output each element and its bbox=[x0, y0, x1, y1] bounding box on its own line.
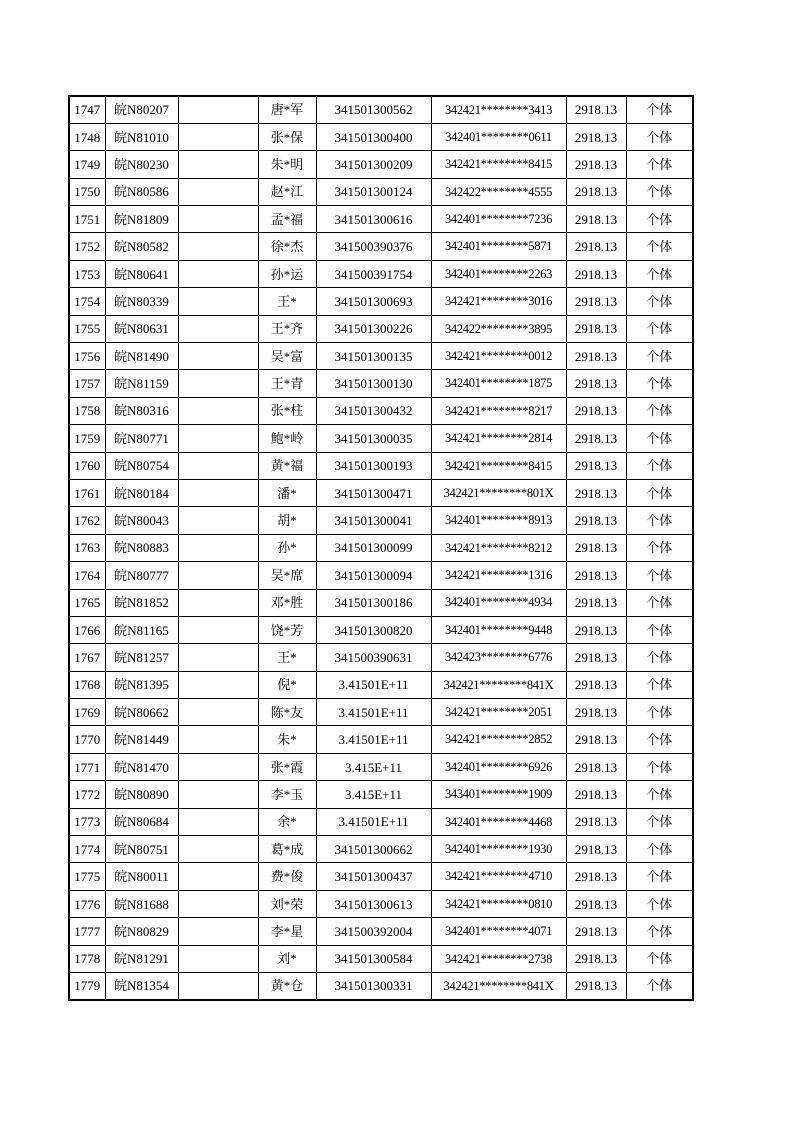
cell-type: 个体 bbox=[626, 836, 693, 863]
cell-name: 王*青 bbox=[258, 370, 316, 397]
cell-plate-no: 皖N81809 bbox=[105, 206, 178, 233]
cell-row-no: 1765 bbox=[69, 589, 105, 616]
cell-amount: 2918.13 bbox=[566, 753, 626, 780]
cell-row-no: 1752 bbox=[69, 233, 105, 260]
cell-amount: 2918.13 bbox=[566, 863, 626, 890]
cell-plate-no: 皖N80641 bbox=[105, 260, 178, 287]
cell-name: 陈*友 bbox=[258, 699, 316, 726]
cell-cert-no: 341501300209 bbox=[316, 151, 431, 178]
cell-amount: 2918.13 bbox=[566, 973, 626, 1000]
cell-cert-no: 341501300613 bbox=[316, 890, 431, 917]
cell-cert-no: 341501300331 bbox=[316, 973, 431, 1000]
table-row bbox=[69, 233, 693, 260]
cell-type: 个体 bbox=[626, 123, 693, 150]
cell-id-no: 342422********4555 bbox=[431, 178, 566, 205]
cell-plate-no: 皖N81291 bbox=[105, 945, 178, 972]
cell-amount: 2918.13 bbox=[566, 151, 626, 178]
cell-row-no: 1766 bbox=[69, 616, 105, 643]
cell-plate-no: 皖N81395 bbox=[105, 671, 178, 698]
table-row bbox=[69, 781, 693, 808]
cell-plate-no: 皖N80586 bbox=[105, 178, 178, 205]
cell-plate-no: 皖N80184 bbox=[105, 479, 178, 506]
cell-row-no: 1761 bbox=[69, 479, 105, 506]
cell-amount: 2918.13 bbox=[566, 918, 626, 945]
cell-row-no: 1776 bbox=[69, 890, 105, 917]
table-row bbox=[69, 96, 693, 123]
cell-blank bbox=[178, 151, 258, 178]
cell-row-no: 1751 bbox=[69, 206, 105, 233]
cell-plate-no: 皖N80339 bbox=[105, 288, 178, 315]
cell-id-no: 342421********841X bbox=[431, 671, 566, 698]
cell-plate-no: 皖N80662 bbox=[105, 699, 178, 726]
cell-cert-no: 341500392004 bbox=[316, 918, 431, 945]
cell-cert-no: 341501300193 bbox=[316, 452, 431, 479]
cell-row-no: 1759 bbox=[69, 425, 105, 452]
cell-type: 个体 bbox=[626, 918, 693, 945]
table-row bbox=[69, 260, 693, 287]
cell-amount: 2918.13 bbox=[566, 671, 626, 698]
cell-amount: 2918.13 bbox=[566, 370, 626, 397]
cell-amount: 2918.13 bbox=[566, 397, 626, 424]
cell-cert-no: 341501300124 bbox=[316, 178, 431, 205]
cell-amount: 2918.13 bbox=[566, 479, 626, 506]
cell-id-no: 342401********9448 bbox=[431, 616, 566, 643]
cell-id-no: 342421********8212 bbox=[431, 534, 566, 561]
cell-row-no: 1756 bbox=[69, 343, 105, 370]
cell-amount: 2918.13 bbox=[566, 836, 626, 863]
cell-id-no: 342401********4071 bbox=[431, 918, 566, 945]
table-row bbox=[69, 315, 693, 342]
cell-amount: 2918.13 bbox=[566, 425, 626, 452]
cell-blank bbox=[178, 233, 258, 260]
cell-row-no: 1754 bbox=[69, 288, 105, 315]
cell-id-no: 342401********0611 bbox=[431, 123, 566, 150]
table-row bbox=[69, 288, 693, 315]
cell-id-no: 342421********0810 bbox=[431, 890, 566, 917]
cell-row-no: 1768 bbox=[69, 671, 105, 698]
cell-row-no: 1779 bbox=[69, 973, 105, 1000]
cell-type: 个体 bbox=[626, 452, 693, 479]
cell-cert-no: 341501300186 bbox=[316, 589, 431, 616]
cell-type: 个体 bbox=[626, 781, 693, 808]
cell-amount: 2918.13 bbox=[566, 589, 626, 616]
cell-blank bbox=[178, 206, 258, 233]
cell-id-no: 342401********1875 bbox=[431, 370, 566, 397]
cell-cert-no: 341500391754 bbox=[316, 260, 431, 287]
cell-blank bbox=[178, 123, 258, 150]
cell-type: 个体 bbox=[626, 562, 693, 589]
cell-row-no: 1767 bbox=[69, 644, 105, 671]
cell-name: 黄*福 bbox=[258, 452, 316, 479]
cell-name: 朱* bbox=[258, 726, 316, 753]
cell-row-no: 1758 bbox=[69, 397, 105, 424]
cell-plate-no: 皖N80043 bbox=[105, 507, 178, 534]
cell-type: 个体 bbox=[626, 671, 693, 698]
cell-type: 个体 bbox=[626, 890, 693, 917]
cell-id-no: 342421********2814 bbox=[431, 425, 566, 452]
cell-cert-no: 341501300130 bbox=[316, 370, 431, 397]
cell-type: 个体 bbox=[626, 808, 693, 835]
cell-blank bbox=[178, 343, 258, 370]
table-row bbox=[69, 206, 693, 233]
cell-row-no: 1772 bbox=[69, 781, 105, 808]
cell-name: 王* bbox=[258, 644, 316, 671]
cell-type: 个体 bbox=[626, 260, 693, 287]
cell-amount: 2918.13 bbox=[566, 808, 626, 835]
table-row bbox=[69, 370, 693, 397]
cell-plate-no: 皖N80754 bbox=[105, 452, 178, 479]
cell-blank bbox=[178, 562, 258, 589]
cell-plate-no: 皖N80771 bbox=[105, 425, 178, 452]
cell-plate-no: 皖N81165 bbox=[105, 616, 178, 643]
table-row bbox=[69, 836, 693, 863]
cell-row-no: 1748 bbox=[69, 123, 105, 150]
cell-amount: 2918.13 bbox=[566, 288, 626, 315]
cell-cert-no: 3.41501E+11 bbox=[316, 671, 431, 698]
cell-blank bbox=[178, 315, 258, 342]
table-row bbox=[69, 616, 693, 643]
cell-type: 个体 bbox=[626, 206, 693, 233]
cell-id-no: 342401********2263 bbox=[431, 260, 566, 287]
cell-type: 个体 bbox=[626, 233, 693, 260]
cell-cert-no: 341501300471 bbox=[316, 479, 431, 506]
cell-type: 个体 bbox=[626, 863, 693, 890]
cell-cert-no: 3.41501E+11 bbox=[316, 726, 431, 753]
cell-plate-no: 皖N81490 bbox=[105, 343, 178, 370]
cell-row-no: 1763 bbox=[69, 534, 105, 561]
cell-row-no: 1747 bbox=[69, 96, 105, 123]
cell-blank bbox=[178, 781, 258, 808]
cell-id-no: 342422********3895 bbox=[431, 315, 566, 342]
cell-amount: 2918.13 bbox=[566, 315, 626, 342]
table-row bbox=[69, 753, 693, 780]
cell-name: 朱*明 bbox=[258, 151, 316, 178]
cell-amount: 2918.13 bbox=[566, 616, 626, 643]
cell-amount: 2918.13 bbox=[566, 781, 626, 808]
cell-name: 饶*芳 bbox=[258, 616, 316, 643]
cell-blank bbox=[178, 863, 258, 890]
cell-id-no: 342421********4710 bbox=[431, 863, 566, 890]
table-row bbox=[69, 945, 693, 972]
table-row bbox=[69, 973, 693, 1000]
cell-cert-no: 341501300035 bbox=[316, 425, 431, 452]
cell-name: 孙*运 bbox=[258, 260, 316, 287]
cell-type: 个体 bbox=[626, 589, 693, 616]
table-row bbox=[69, 808, 693, 835]
cell-blank bbox=[178, 260, 258, 287]
cell-type: 个体 bbox=[626, 96, 693, 123]
cell-blank bbox=[178, 397, 258, 424]
cell-cert-no: 341501300437 bbox=[316, 863, 431, 890]
cell-name: 张*保 bbox=[258, 123, 316, 150]
cell-type: 个体 bbox=[626, 534, 693, 561]
cell-amount: 2918.13 bbox=[566, 699, 626, 726]
cell-row-no: 1775 bbox=[69, 863, 105, 890]
cell-name: 邓*胜 bbox=[258, 589, 316, 616]
cell-name: 赵*江 bbox=[258, 178, 316, 205]
cell-row-no: 1770 bbox=[69, 726, 105, 753]
cell-amount: 2918.13 bbox=[566, 644, 626, 671]
cell-cert-no: 341501300135 bbox=[316, 343, 431, 370]
cell-type: 个体 bbox=[626, 945, 693, 972]
cell-blank bbox=[178, 425, 258, 452]
cell-name: 黄*仓 bbox=[258, 973, 316, 1000]
cell-plate-no: 皖N80582 bbox=[105, 233, 178, 260]
cell-amount: 2918.13 bbox=[566, 726, 626, 753]
cell-type: 个体 bbox=[626, 151, 693, 178]
table-row bbox=[69, 343, 693, 370]
cell-id-no: 342421********2738 bbox=[431, 945, 566, 972]
cell-cert-no: 341501300693 bbox=[316, 288, 431, 315]
cell-blank bbox=[178, 973, 258, 1000]
cell-blank bbox=[178, 644, 258, 671]
cell-row-no: 1753 bbox=[69, 260, 105, 287]
cell-blank bbox=[178, 96, 258, 123]
table-row bbox=[69, 918, 693, 945]
cell-cert-no: 341501300041 bbox=[316, 507, 431, 534]
cell-blank bbox=[178, 178, 258, 205]
records-table bbox=[68, 95, 694, 1001]
cell-blank bbox=[178, 918, 258, 945]
cell-blank bbox=[178, 836, 258, 863]
cell-id-no: 342421********8415 bbox=[431, 151, 566, 178]
cell-plate-no: 皖N80684 bbox=[105, 808, 178, 835]
cell-cert-no: 341501300584 bbox=[316, 945, 431, 972]
cell-type: 个体 bbox=[626, 973, 693, 1000]
cell-cert-no: 341500390376 bbox=[316, 233, 431, 260]
cell-amount: 2918.13 bbox=[566, 233, 626, 260]
cell-id-no: 342421********3413 bbox=[431, 96, 566, 123]
cell-id-no: 342421********2852 bbox=[431, 726, 566, 753]
cell-plate-no: 皖N80883 bbox=[105, 534, 178, 561]
cell-cert-no: 341501300226 bbox=[316, 315, 431, 342]
cell-blank bbox=[178, 890, 258, 917]
cell-row-no: 1755 bbox=[69, 315, 105, 342]
cell-blank bbox=[178, 479, 258, 506]
cell-plate-no: 皖N80890 bbox=[105, 781, 178, 808]
cell-name: 胡* bbox=[258, 507, 316, 534]
cell-amount: 2918.13 bbox=[566, 945, 626, 972]
cell-blank bbox=[178, 945, 258, 972]
cell-type: 个体 bbox=[626, 288, 693, 315]
cell-amount: 2918.13 bbox=[566, 534, 626, 561]
cell-type: 个体 bbox=[626, 753, 693, 780]
cell-blank bbox=[178, 507, 258, 534]
cell-amount: 2918.13 bbox=[566, 507, 626, 534]
cell-row-no: 1762 bbox=[69, 507, 105, 534]
cell-plate-no: 皖N81852 bbox=[105, 589, 178, 616]
cell-id-no: 342401********7236 bbox=[431, 206, 566, 233]
cell-id-no: 342421********0012 bbox=[431, 343, 566, 370]
cell-row-no: 1769 bbox=[69, 699, 105, 726]
cell-plate-no: 皖N80777 bbox=[105, 562, 178, 589]
cell-amount: 2918.13 bbox=[566, 178, 626, 205]
cell-cert-no: 341500390631 bbox=[316, 644, 431, 671]
table-row bbox=[69, 562, 693, 589]
cell-id-no: 342421********3016 bbox=[431, 288, 566, 315]
cell-name: 费*俊 bbox=[258, 863, 316, 890]
cell-type: 个体 bbox=[626, 397, 693, 424]
cell-id-no: 343401********1909 bbox=[431, 781, 566, 808]
cell-plate-no: 皖N80011 bbox=[105, 863, 178, 890]
cell-id-no: 342421********801X bbox=[431, 479, 566, 506]
cell-cert-no: 341501300820 bbox=[316, 616, 431, 643]
cell-plate-no: 皖N81010 bbox=[105, 123, 178, 150]
cell-blank bbox=[178, 589, 258, 616]
table-row bbox=[69, 123, 693, 150]
cell-name: 王* bbox=[258, 288, 316, 315]
cell-id-no: 342421********1316 bbox=[431, 562, 566, 589]
cell-row-no: 1760 bbox=[69, 452, 105, 479]
cell-id-no: 342421********2051 bbox=[431, 699, 566, 726]
cell-type: 个体 bbox=[626, 425, 693, 452]
table-row bbox=[69, 863, 693, 890]
cell-type: 个体 bbox=[626, 644, 693, 671]
cell-amount: 2918.13 bbox=[566, 452, 626, 479]
cell-plate-no: 皖N81449 bbox=[105, 726, 178, 753]
cell-cert-no: 341501300616 bbox=[316, 206, 431, 233]
cell-type: 个体 bbox=[626, 726, 693, 753]
cell-id-no: 342401********4468 bbox=[431, 808, 566, 835]
cell-plate-no: 皖N81470 bbox=[105, 753, 178, 780]
cell-name: 余* bbox=[258, 808, 316, 835]
cell-name: 吴*富 bbox=[258, 343, 316, 370]
cell-plate-no: 皖N81159 bbox=[105, 370, 178, 397]
cell-id-no: 342401********4934 bbox=[431, 589, 566, 616]
cell-name: 鲍*岭 bbox=[258, 425, 316, 452]
cell-name: 葛*成 bbox=[258, 836, 316, 863]
cell-row-no: 1771 bbox=[69, 753, 105, 780]
cell-name: 徐*杰 bbox=[258, 233, 316, 260]
cell-name: 刘* bbox=[258, 945, 316, 972]
cell-id-no: 342401********1930 bbox=[431, 836, 566, 863]
cell-name: 张*霞 bbox=[258, 753, 316, 780]
cell-name: 孟*福 bbox=[258, 206, 316, 233]
table-row bbox=[69, 397, 693, 424]
cell-row-no: 1774 bbox=[69, 836, 105, 863]
cell-id-no: 342421********8415 bbox=[431, 452, 566, 479]
cell-blank bbox=[178, 726, 258, 753]
cell-id-no: 342421********8217 bbox=[431, 397, 566, 424]
table-row bbox=[69, 589, 693, 616]
cell-name: 刘*荣 bbox=[258, 890, 316, 917]
table-row bbox=[69, 479, 693, 506]
cell-type: 个体 bbox=[626, 616, 693, 643]
cell-cert-no: 3.41501E+11 bbox=[316, 808, 431, 835]
table-row bbox=[69, 890, 693, 917]
table-row bbox=[69, 452, 693, 479]
table-row bbox=[69, 151, 693, 178]
cell-row-no: 1750 bbox=[69, 178, 105, 205]
cell-cert-no: 341501300094 bbox=[316, 562, 431, 589]
cell-cert-no: 3.41501E+11 bbox=[316, 699, 431, 726]
table-row bbox=[69, 726, 693, 753]
cell-amount: 2918.13 bbox=[566, 890, 626, 917]
cell-cert-no: 341501300432 bbox=[316, 397, 431, 424]
table-row bbox=[69, 507, 693, 534]
cell-plate-no: 皖N80230 bbox=[105, 151, 178, 178]
cell-name: 潘* bbox=[258, 479, 316, 506]
table-row bbox=[69, 534, 693, 561]
cell-name: 李*玉 bbox=[258, 781, 316, 808]
cell-id-no: 342423********6776 bbox=[431, 644, 566, 671]
cell-plate-no: 皖N80207 bbox=[105, 96, 178, 123]
cell-cert-no: 341501300562 bbox=[316, 96, 431, 123]
cell-id-no: 342421********841X bbox=[431, 973, 566, 1000]
cell-blank bbox=[178, 808, 258, 835]
cell-blank bbox=[178, 753, 258, 780]
cell-amount: 2918.13 bbox=[566, 123, 626, 150]
cell-id-no: 342401********6926 bbox=[431, 753, 566, 780]
cell-type: 个体 bbox=[626, 507, 693, 534]
cell-blank bbox=[178, 534, 258, 561]
records-table-body bbox=[69, 96, 693, 1000]
cell-blank bbox=[178, 370, 258, 397]
table-row bbox=[69, 671, 693, 698]
cell-cert-no: 341501300400 bbox=[316, 123, 431, 150]
cell-row-no: 1777 bbox=[69, 918, 105, 945]
table-row bbox=[69, 425, 693, 452]
cell-cert-no: 3.415E+11 bbox=[316, 781, 431, 808]
cell-amount: 2918.13 bbox=[566, 206, 626, 233]
cell-type: 个体 bbox=[626, 315, 693, 342]
cell-plate-no: 皖N81354 bbox=[105, 973, 178, 1000]
cell-plate-no: 皖N81257 bbox=[105, 644, 178, 671]
cell-blank bbox=[178, 616, 258, 643]
table-row bbox=[69, 699, 693, 726]
cell-type: 个体 bbox=[626, 178, 693, 205]
cell-name: 孙* bbox=[258, 534, 316, 561]
cell-type: 个体 bbox=[626, 343, 693, 370]
cell-type: 个体 bbox=[626, 370, 693, 397]
cell-name: 张*柱 bbox=[258, 397, 316, 424]
cell-cert-no: 341501300099 bbox=[316, 534, 431, 561]
cell-name: 唐*军 bbox=[258, 96, 316, 123]
cell-name: 吴*席 bbox=[258, 562, 316, 589]
cell-name: 倪* bbox=[258, 671, 316, 698]
cell-row-no: 1757 bbox=[69, 370, 105, 397]
cell-plate-no: 皖N80631 bbox=[105, 315, 178, 342]
cell-cert-no: 341501300662 bbox=[316, 836, 431, 863]
cell-row-no: 1778 bbox=[69, 945, 105, 972]
cell-plate-no: 皖N80316 bbox=[105, 397, 178, 424]
cell-name: 李*星 bbox=[258, 918, 316, 945]
cell-blank bbox=[178, 699, 258, 726]
table-row bbox=[69, 644, 693, 671]
cell-blank bbox=[178, 288, 258, 315]
cell-amount: 2918.13 bbox=[566, 260, 626, 287]
cell-blank bbox=[178, 452, 258, 479]
table-row bbox=[69, 178, 693, 205]
cell-id-no: 342401********8913 bbox=[431, 507, 566, 534]
cell-plate-no: 皖N80829 bbox=[105, 918, 178, 945]
cell-amount: 2918.13 bbox=[566, 343, 626, 370]
cell-row-no: 1764 bbox=[69, 562, 105, 589]
cell-plate-no: 皖N80751 bbox=[105, 836, 178, 863]
cell-type: 个体 bbox=[626, 699, 693, 726]
cell-blank bbox=[178, 671, 258, 698]
cell-row-no: 1773 bbox=[69, 808, 105, 835]
cell-amount: 2918.13 bbox=[566, 562, 626, 589]
cell-type: 个体 bbox=[626, 479, 693, 506]
cell-cert-no: 3.415E+11 bbox=[316, 753, 431, 780]
cell-row-no: 1749 bbox=[69, 151, 105, 178]
cell-id-no: 342401********5871 bbox=[431, 233, 566, 260]
cell-amount: 2918.13 bbox=[566, 96, 626, 123]
cell-name: 王*齐 bbox=[258, 315, 316, 342]
cell-plate-no: 皖N81688 bbox=[105, 890, 178, 917]
